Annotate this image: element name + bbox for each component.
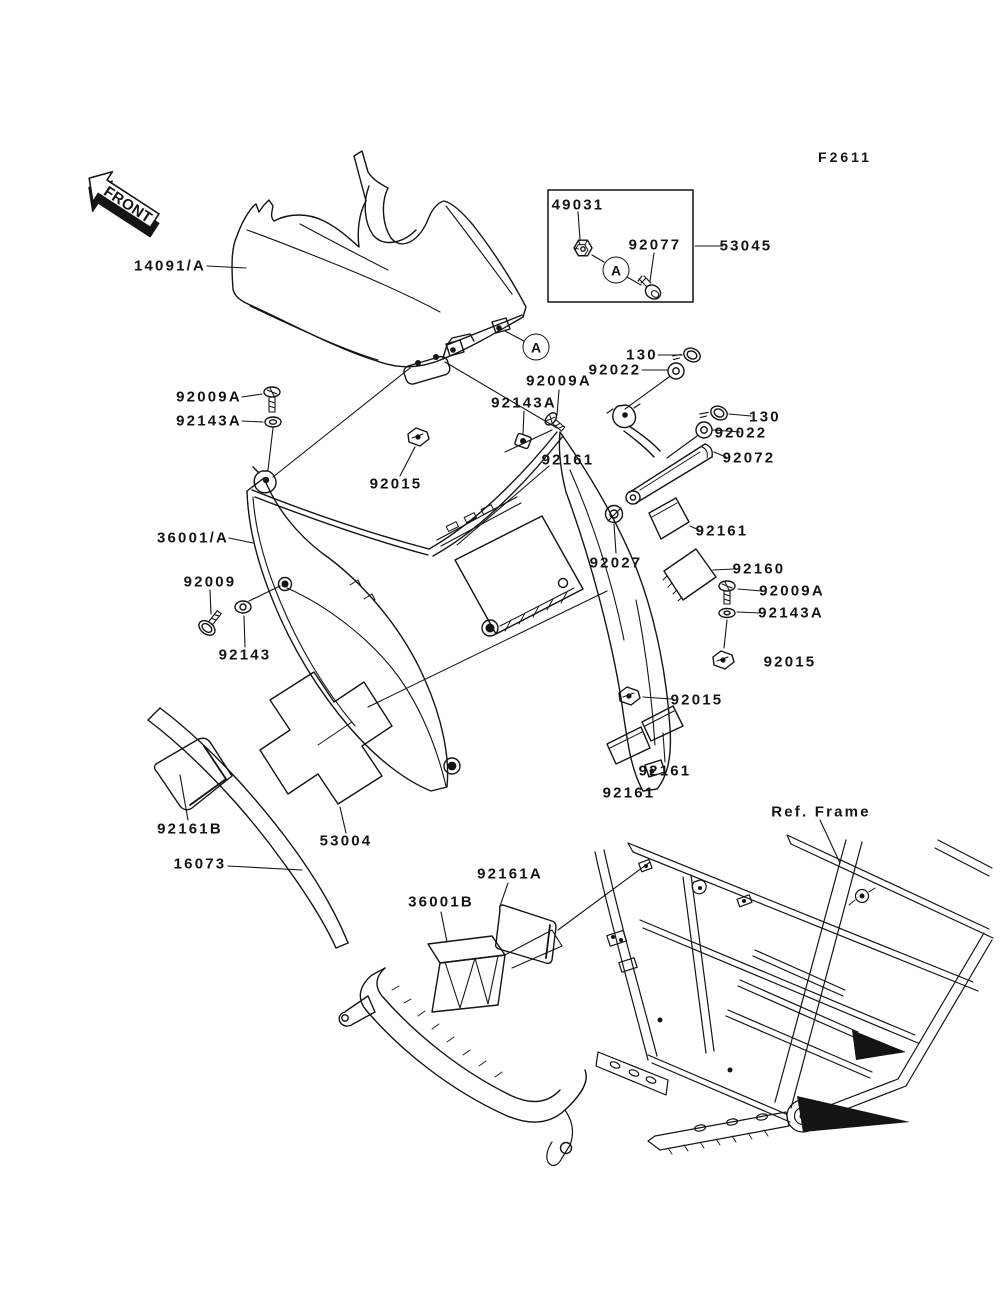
part-label-92009a: 92009A [526,372,592,390]
figure-code: F2611 [818,149,872,165]
pad-92161b-icon [155,738,232,809]
pad-92160-icon [663,549,716,601]
part-label-92160: 92160 [732,560,786,578]
part-label-92015: 92015 [369,475,423,493]
washer-92143-icon [235,601,251,613]
part-label-53045: 53045 [719,237,773,255]
part-label-92009a: 92009A [176,388,242,406]
bolt-130-icon [699,400,730,428]
screw-92009a-left-icon [264,387,280,412]
part-label-92161a: 92161A [477,865,543,883]
screw-92009a-mid-icon [543,411,568,435]
part-label-130: 130 [626,346,658,364]
part-label-49031: 49031 [551,196,605,214]
part-label-92009: 92009 [183,573,237,591]
part-label-92161: 92161 [695,522,749,540]
front-sign-text: FRONT [100,183,156,227]
pads-92161-icons [607,498,689,764]
frame-drawing [595,835,993,1154]
part-label-16073: 16073 [173,855,227,873]
part-label-92077: 92077 [628,236,682,254]
front-arrow-sign [75,163,169,245]
clip-92015-icon [619,687,640,705]
callout-marker-a: A [523,334,550,361]
cover-36001b-drawing [339,930,586,1165]
clip-92015-icon [408,428,429,446]
part-label-92161b: 92161B [157,820,223,838]
inner-cover-36001a-drawing [247,354,670,791]
part-label-92161: 92161 [541,451,595,469]
part-label-92027: 92027 [589,554,643,572]
part-label-92161: 92161 [602,784,656,802]
part-label-92143a: 92143A [491,394,557,412]
part-label-92009a: 92009A [759,582,825,600]
nut-49031-icon [574,240,592,256]
pad-53004-icon [260,672,392,804]
part-label-92022: 92022 [714,424,768,442]
part-label-130: 130 [749,408,781,426]
stay-bracket-92072-drawing [607,404,712,504]
part-label-92143a: 92143A [758,604,824,622]
part-label-36001b: 36001B [408,893,474,911]
part-label-92161: 92161 [638,762,692,780]
cover-14091-drawing [232,151,526,367]
washer-92022-icon [668,363,684,379]
washer-92143a-left-icon [265,417,281,427]
part-label-92072: 92072 [722,449,776,467]
part-label-ref-frame: Ref. Frame [771,803,871,821]
part-label-92015: 92015 [763,653,817,671]
washer-92022-icon [696,422,712,438]
part-label-36001-a: 36001/A [156,529,230,547]
part-label-53004: 53004 [319,832,373,850]
part-label-92015: 92015 [670,691,724,709]
part-label-92143: 92143 [218,646,272,664]
clip-92015-icon [713,651,734,669]
part-label-14091-a: 14091/A [133,257,207,275]
screw-92009a-right-icon [719,581,735,604]
callout-marker-a: A [603,257,630,284]
part-label-92143a: 92143A [176,412,242,430]
part-label-92022: 92022 [588,361,642,379]
bolt-130-icon [672,342,703,370]
washer-92143a-right-icon [719,609,735,618]
